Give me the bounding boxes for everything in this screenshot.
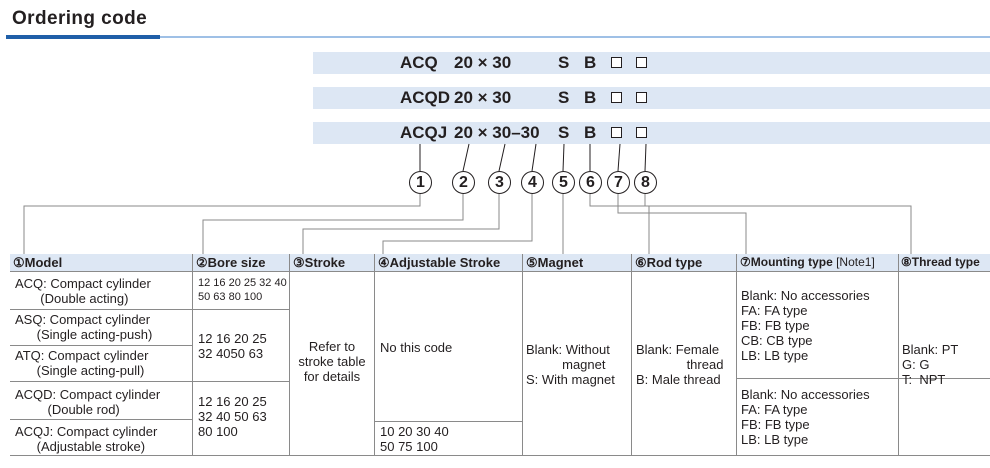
header-rod-type: ⑥Rod type bbox=[632, 254, 736, 271]
rod-options: Blank: Female thread B: Male thread bbox=[636, 342, 724, 387]
row-divider bbox=[10, 381, 289, 382]
stroke-details: Refer to stroke table for details bbox=[298, 339, 366, 384]
code-rod: B bbox=[584, 88, 597, 107]
marker-8: 8 bbox=[634, 171, 657, 194]
code-size: 20 × 30 bbox=[454, 53, 512, 72]
header-mounting-type bbox=[737, 254, 898, 271]
header-model: ①Model bbox=[10, 254, 192, 271]
marker-3: 3 bbox=[488, 171, 511, 194]
row-divider bbox=[374, 421, 522, 422]
code-series: ACQD bbox=[400, 88, 451, 107]
marker-4: 4 bbox=[521, 171, 544, 194]
code-rod: B bbox=[584, 53, 597, 72]
magnet-options: Blank: Without magnet S: With magnet bbox=[526, 342, 615, 387]
marker-1: 1 bbox=[409, 171, 432, 194]
code-series: ACQJ bbox=[400, 123, 448, 142]
code-size: 20 × 30 bbox=[454, 88, 512, 107]
row-divider bbox=[10, 345, 192, 346]
model-atq: ATQ: Compact cylinder (Single acting-pull) bbox=[15, 348, 149, 378]
code-magnet: S bbox=[558, 53, 570, 72]
mounting-options-2: Blank: No accessories FA: FA type FB: FB type LB: LB type bbox=[741, 387, 870, 447]
code-size: 20 × 30–30 bbox=[454, 123, 540, 142]
code-series: ACQ bbox=[400, 53, 438, 72]
code-magnet: S bbox=[558, 123, 570, 142]
table-bottom-border bbox=[10, 455, 990, 456]
code-rod: B bbox=[584, 123, 597, 142]
header-magnet: ⑤Magnet bbox=[523, 254, 631, 271]
marker-6: 6 bbox=[579, 171, 602, 194]
marker-7: 7 bbox=[607, 171, 630, 194]
row-divider bbox=[10, 419, 192, 420]
bore-single-acting: 12 16 20 25 32 4050 63 bbox=[198, 331, 267, 361]
mounting-note: [Note1] bbox=[836, 255, 875, 269]
model-asq: ASQ: Compact cylinder (Single acting-push) bbox=[15, 312, 153, 342]
header-adjustable-stroke: ④Adjustable Stroke bbox=[375, 254, 522, 271]
mounting-options-1: Blank: No accessories FA: FA type FB: FB type CB: CB type LB: LB type bbox=[741, 288, 870, 363]
model-acqj: ACQJ: Compact cylinder (Adjustable stroke) bbox=[15, 424, 158, 454]
section-title: Ordering code bbox=[12, 8, 148, 29]
header-bore-size: ②Bore size bbox=[193, 254, 289, 271]
marker-2: 2 bbox=[452, 171, 475, 194]
row-divider bbox=[10, 309, 289, 310]
adjustable-none: No this code bbox=[380, 340, 453, 355]
thread-options: Blank: PT G: G T: NPT bbox=[902, 342, 959, 387]
bore-acq: 12 16 20 25 32 40 50 63 80 100 bbox=[198, 277, 287, 303]
adjustable-values: 10 20 30 40 50 75 100 bbox=[380, 424, 449, 454]
code-magnet: S bbox=[558, 88, 570, 107]
header-stroke: ③Stroke bbox=[290, 254, 374, 271]
bore-acqd-acqj: 12 16 20 25 32 40 50 63 80 100 bbox=[198, 394, 267, 439]
mounting-label: ⑦Mounting type bbox=[740, 255, 833, 269]
model-acqd: ACQD: Compact cylinder (Double rod) bbox=[15, 387, 161, 417]
model-acq: ACQ: Compact cylinder (Double acting) bbox=[15, 276, 151, 306]
header-divider bbox=[10, 271, 990, 272]
header-thread-type: ⑧Thread type bbox=[899, 254, 990, 271]
ordering-code-table bbox=[10, 254, 990, 456]
marker-5: 5 bbox=[552, 171, 575, 194]
